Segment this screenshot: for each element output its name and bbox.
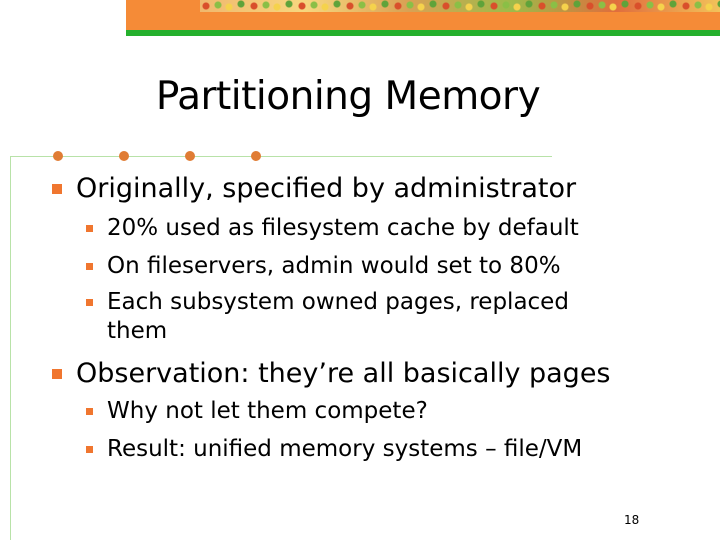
sub-bullet-text: Why not let them compete?: [107, 398, 428, 424]
title-guide-line: [10, 156, 552, 157]
sub-bullet-text: On fileservers, admin would set to 80%: [107, 253, 561, 279]
square-bullet-icon: [86, 408, 93, 415]
square-bullet-icon: [86, 446, 93, 453]
bullet-item: [52, 173, 576, 205]
sub-bullet-item: [86, 397, 428, 426]
top-banner: [126, 0, 720, 30]
banner-art-icon: [200, 0, 720, 12]
sub-bullet-text: Result: unified memory systems – file/VM: [107, 436, 583, 462]
bullet-item: [52, 358, 611, 390]
orange-dot-icon: [185, 151, 195, 161]
orange-dot-icon: [53, 151, 63, 161]
square-bullet-icon: [52, 369, 62, 379]
sub-bullet-item: [86, 252, 561, 281]
orange-dot-icon: [251, 151, 261, 161]
sub-bullet-text: 20% used as filesystem cache by default: [107, 215, 579, 241]
green-rule: [126, 30, 720, 36]
bullet-text: Observation: they’re all basically pages: [76, 358, 611, 389]
square-bullet-icon: [86, 299, 93, 306]
slide-title: Partitioning Memory: [155, 74, 541, 119]
page-number: 18: [624, 513, 640, 527]
square-bullet-icon: [86, 225, 93, 232]
orange-dot-icon: [119, 151, 129, 161]
sub-bullet-item: [86, 214, 579, 243]
left-guide-line: [10, 156, 11, 540]
bullet-text: Originally, specified by administrator: [76, 173, 577, 204]
square-bullet-icon: [86, 263, 93, 270]
sub-bullet-item: [86, 288, 626, 346]
sub-bullet-item: [86, 435, 582, 464]
square-bullet-icon: [52, 184, 62, 194]
sub-bullet-text: Each subsystem owned pages, replaced them: [107, 289, 569, 344]
